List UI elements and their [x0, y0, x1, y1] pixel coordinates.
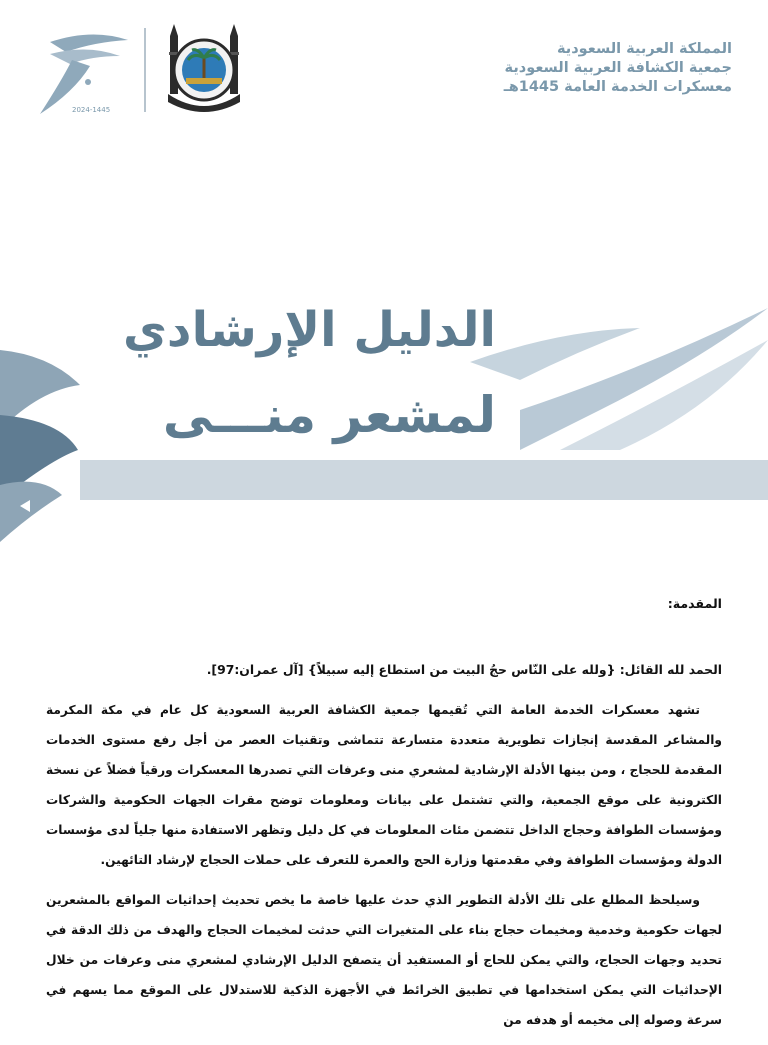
logo-divider — [144, 28, 146, 112]
document-body — [46, 596, 722, 1045]
guide-subtitle: لمشعر منـــى — [162, 386, 496, 444]
paragraph-1: تشهد معسكرات الخدمة العامة التي تُقيمها جمعية الكشافة العربية السعودية كل عام في مكة المكرمة والمشاعر المقدسة إنجازات تطويرية متعددة متسارعة تتماشى وتقنيات العصر من أجل رفع مستوى الخدمات المقدمة للحجاج ، ومن بينها الأدلة الإرشادية لمشعري منى وعرفات التي تصدرها المعسكرات ورقياً فضلاً عن نسخة الكترونية على موقع الجمعية، والتي تشتمل على بيانات ومعلومات توضح مقرات الجهات الحكومية والشركات ومؤسسات الطوافة وحجاج الداخل تتضمن مئات المعلومات في كل دليل وتظهر الاستفادة منها جلياً لدى مؤسسات الدولة ومؤسسات الطوافة وفي مقدمتها وزارة الحج والعمرة للتعرف على حملات الحجاج لإرشاد التائهين. — [46, 703, 722, 867]
hajj-year-logo — [32, 30, 132, 120]
header-text-block — [504, 40, 732, 97]
guide-title: الدليل الإرشادي — [122, 302, 496, 358]
page-header — [0, 0, 768, 130]
header-camps: معسكرات الخدمة العامة 1445هـ — [503, 79, 732, 95]
header-kingdom: المملكة العربية السعودية — [557, 41, 732, 57]
paragraph-2: وسيلحظ المطلع على تلك الأدلة التطوير الذي حدث عليها خاصة ما يخص تحديث إحداثيات المواقع بالمشعرين لجهات حكومية وخدمية ومخيمات حجاج بناء على المتغيرات التي حدثت لمخيمات الحجاج والهدف من ذلك الدقة في تحديد وجهات الحجاج، والتي يمكن للحاج أو المستفيد أن يتصفح الدليل الإرشادي لمشعري منى وعرفات من خلال الإحداثيات التي يمكن استخدامها في تطبيق الخرائط في الأجهزة الذكية للاستدلال على الموقع مما يسهم في سرعة وصوله إلى مخيمه أو هدفه من — [46, 893, 722, 1027]
header-association: جمعية الكشافة العربية السعودية — [504, 60, 732, 76]
scout-emblem-logo — [160, 22, 248, 114]
year-badge-text: 2024-1445 — [72, 106, 111, 114]
opening-verse: الحمد لله القائل: {ولله على النّاس حجُ البيت من استطاع إليه سبيلاً} [آل عمران:97]. — [206, 662, 722, 677]
section-heading: المقدمة: — [667, 596, 722, 611]
